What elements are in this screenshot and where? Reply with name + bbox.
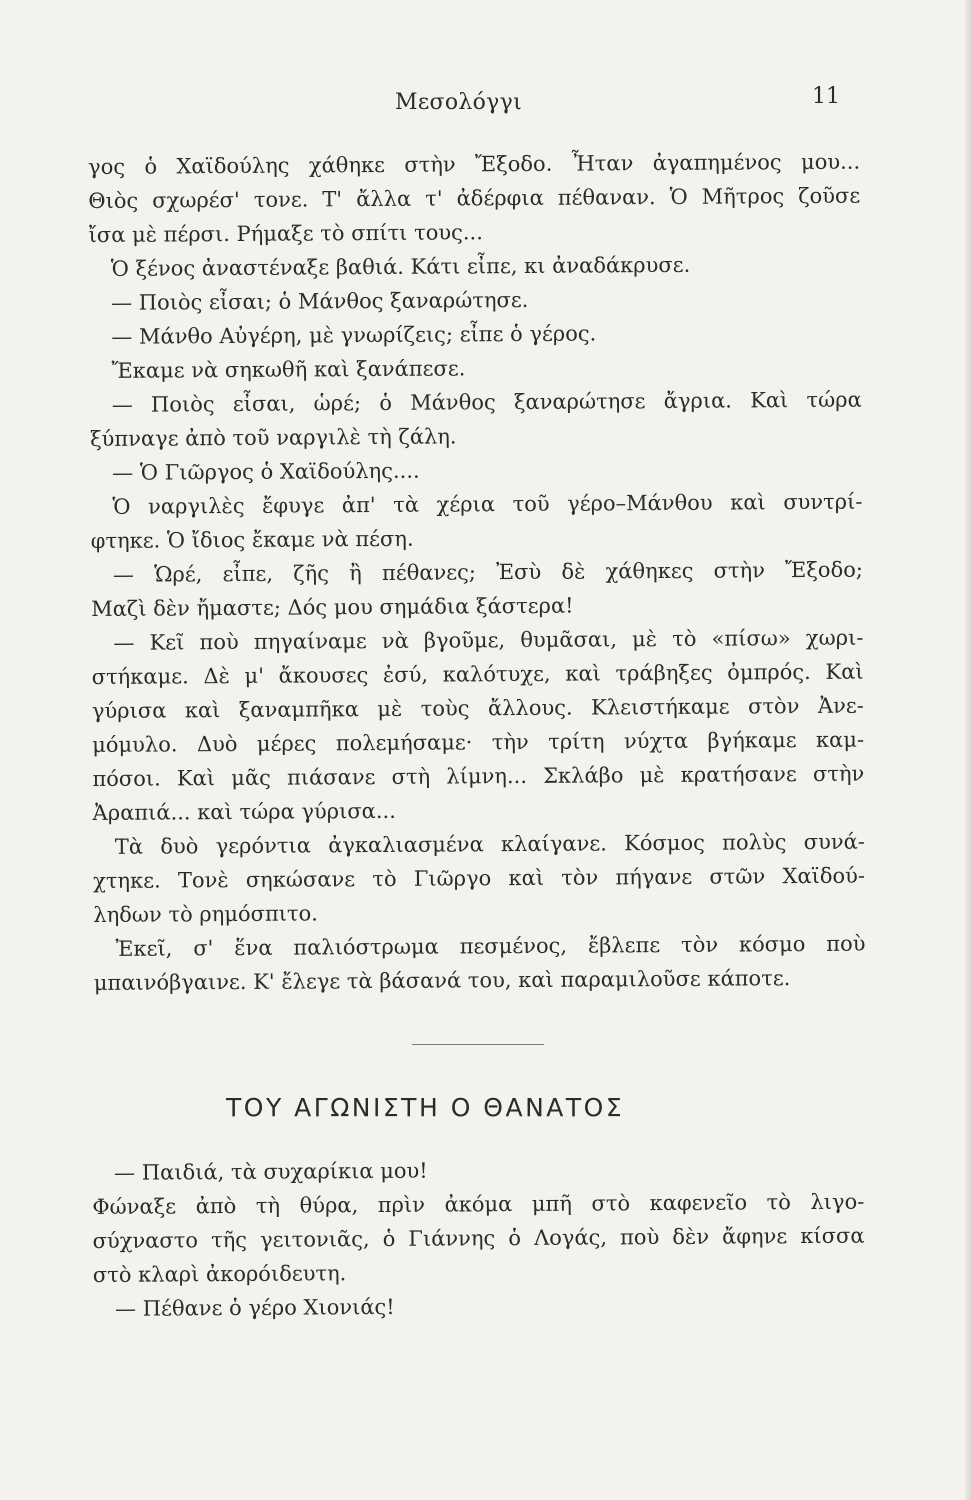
text-line: — Ὡρέ, εἶπε, ζῆς ἢ πέθανες; Ἐσὺ δὲ χάθηκες στὴν Ἔξοδο; (112, 557, 863, 587)
text-line: Τὰ δυὸ γερόντια ἀγκαλιασμένα κλαίγανε. Κόσμος πολὺς συνά- (114, 829, 865, 859)
text-line: ληδων τὸ ρημόσπιτο. (93, 901, 318, 927)
running-head: Μεσολόγγι (395, 90, 522, 115)
text-line: Ἀραπιά... καὶ τώρα γύρισα... (92, 798, 396, 825)
text-line: Μαζὶ δὲν ἤμαστε; Δός μου σημάδια ξάστερα! (91, 593, 574, 621)
section-text (92, 1151, 865, 1326)
text-line: Φώναξε ἀπὸ τὴ θύρα, πρὶν ἀκόμα μπῆ στὸ καφενεῖο τὸ λιγο- (92, 1189, 865, 1219)
text-line: γύρισα καὶ ξαναμπῆκα μὲ τοὺς ἄλλους. Κλειστήκαμε στὸν Ἀνε- (91, 693, 864, 723)
text-line: στὸ κλαρὶ ἀκορόιδευτη. (92, 1261, 347, 1287)
text-line: μπαινόβγαινε. Κ' ἔλεγε τὰ βάσανά του, καὶ παραμιλοῦσε κάποτε. (93, 966, 791, 995)
text-line: ξύπναγε ἀπὸ τοῦ ναργιλὲ τὴ ζάλη. (89, 424, 457, 451)
text-line: — Ποιὸς εἶσαι, ὡρέ; ὁ Μάνθος ξαναρώτησε ἄγρια. Καὶ τώρα (111, 387, 862, 417)
text-line: — Κεῖ ποὺ πηγαίναμε νὰ βγοῦμε, θυμᾶσαι, μὲ τὸ «πίσω» χωρι- (113, 625, 864, 655)
section-separator (412, 1044, 544, 1045)
text-line: Ὁ ναργιλὲς ἔφυγε ἀπ' τὰ χέρια τοῦ γέρο–Μάνθου καὶ συντρί- (112, 489, 863, 519)
text-line: — Μάνθο Αὐγέρη, μὲ γνωρίζεις; εἶπε ὁ γέρος. (111, 321, 597, 349)
body-text (88, 145, 866, 1000)
text-line: Ἐκεῖ, σ' ἕνα παλιόστρωμα πεσμένος, ἔβλεπε τὸν κόσμο ποὺ (115, 931, 866, 961)
text-line: φτηκε. Ὁ ἴδιος ἔκαμε νὰ πέση. (90, 526, 414, 553)
text-line: μόμυλο. Δυὸ μέρες πολεμήσαμε· τὴν τρίτη νύχτα βγήκαμε καμ- (92, 727, 865, 757)
text-line: σύχναστο τῆς γειτονιᾶς, ὁ Γιάννης ὁ Λογάς, ποὺ δὲν ἄφηνε κίσσα (92, 1223, 865, 1253)
section-heading: ΤΟΥ ΑΓΩΝΙΣΤΗ Ο ΘΑΝΑΤΟΣ (226, 1093, 625, 1122)
text-line: Ὁ ξένος ἀναστέναξε βαθιά. Κάτι εἶπε, κι ἀναδάκρυσε. (110, 252, 691, 281)
text-line: — Πέθανε ὁ γέρο Χιονιάς! (114, 1294, 395, 1321)
page-number: 11 (812, 84, 840, 109)
text-line: γος ὁ Χαϊδούλης χάθηκε στὴν Ἔξοδο. Ἦταν ἀγαπημένος μου... (88, 149, 861, 179)
page-edge (965, 0, 971, 1500)
text-line: Ἔκαμε νὰ σηκωθῆ καὶ ξανάπεσε. (111, 356, 466, 383)
text-line: ἴσα μὲ πέρσι. Ρήμαξε τὸ σπίτι τους... (88, 220, 483, 247)
text-line: Θιὸς σχωρέσ' τονε. Τ' ἄλλα τ' ἀδέρφια πέθαναν. Ὁ Μῆτρος ζοῦσε (88, 183, 861, 213)
text-line: πόσοι. Καὶ μᾶς πιάσανε στὴ λίμνη... Σκλάβο μὲ κρατήσανε στὴν (92, 761, 865, 791)
text-line: — Ποιὸς εἶσαι; ὁ Μάνθος ξαναρώτησε. (110, 287, 529, 315)
text-line: — Ὁ Γιῶργος ὁ Χαϊδούλης.... (112, 458, 420, 485)
text-line: — Παιδιά, τὰ συχαρίκια μου! (114, 1158, 428, 1185)
text-line: χτηκε. Τονὲ σηκώσανε τὸ Γιῶργο καὶ τὸν πήγανε στῶν Χαϊδού- (93, 863, 866, 893)
text-line: στήκαμε. Δὲ μ' ἄκουσες ἐσύ, καλότυχε, καὶ τράβηξες ὀμπρός. Καὶ (91, 659, 864, 689)
